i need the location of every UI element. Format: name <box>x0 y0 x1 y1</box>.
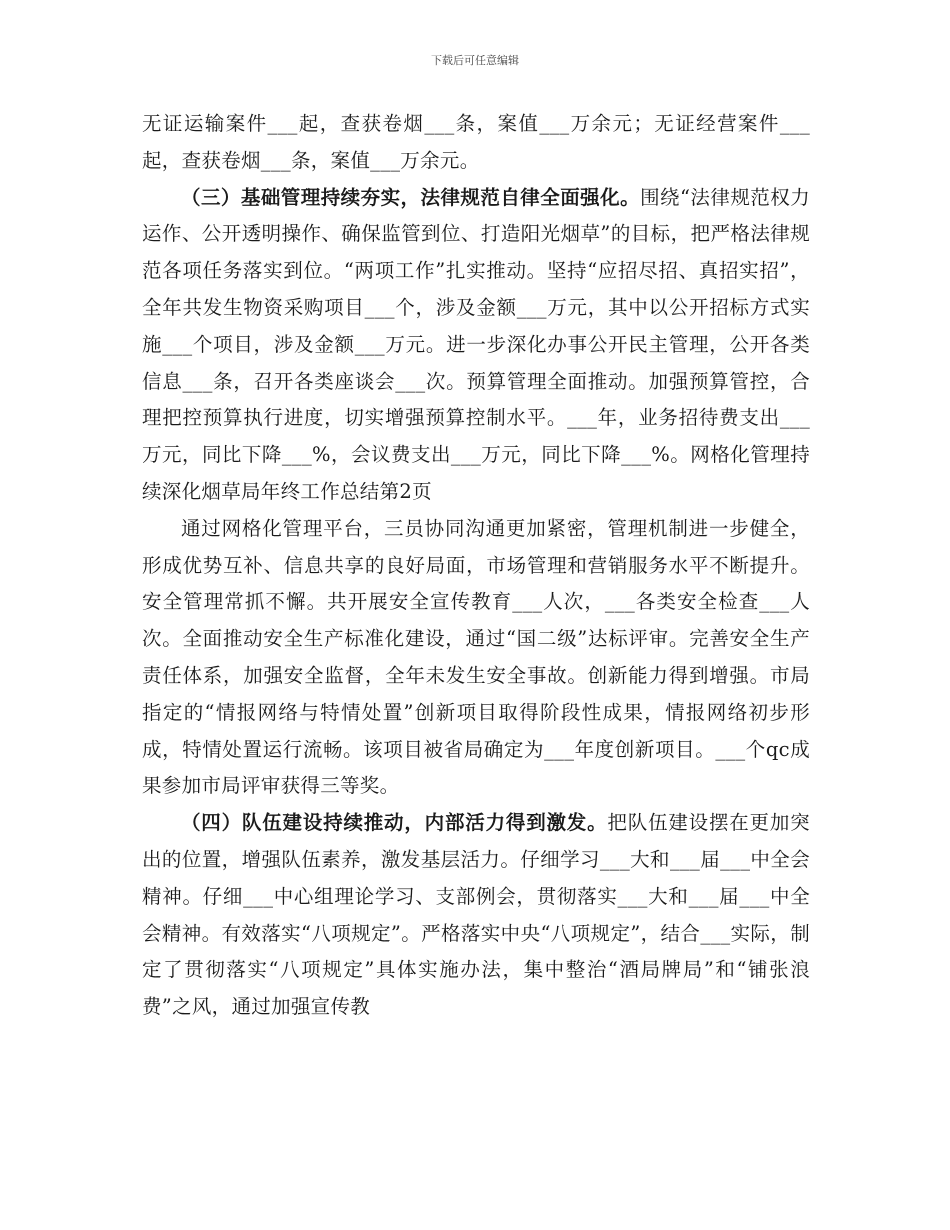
section-heading-3: （三）基础管理持续夯实，法律规范自律全面强化。 <box>181 185 641 209</box>
page-header: 下载后可任意编辑 <box>431 54 519 67</box>
paragraph-text: 通过网格化管理平台，三员协同沟通更加紧密，管理机制进一步健全，形成优势互补、信息共享的良好局面，市场管理和营销服务水平不断提升。安全管理常抓不懈。共开展安全宣传教育___人次，___各类安全检查___人次。全面推动安全生产标准化建设，通过“国二级”达标评审。完善安全生产责任体系，加强安全监督，全年未发生安全事故。创新能力得到增强。市局指定的“情报网络与特情处置”创新项目取得阶段性成果，情报网络初步形成，特情处置运行流畅。该项目被省局确定为___年度创新项目。___个qc成果参加市局评审获得三等奖。 <box>142 516 810 798</box>
document-body <box>142 106 810 1026</box>
paragraph-3 <box>142 511 810 805</box>
paragraph-1 <box>142 106 810 180</box>
paragraph-text: 围绕“法律规范权力运作、公开透明操作、确保监管到位、打造阳光烟草”的目标，把严格法律规范各项任务落实到位。“两项工作”扎实推动。坚持“应招尽招、真招实招”，全年共发生物资采购项目___个，涉及金额___万元，其中以公开招标方式实施___个项目，涉及金额___万元。进一步深化办事公开民主管理，公开各类信息___条，召开各类座谈会___次。预算管理全面推动。加强预算管控，合理把控预算执行进度，切实增强预算控制水平。___年，业务招待费支出___万元，同比下降___%，会议费支出___万元，同比下降___%。网格化管理持续深化烟草局年终工作总结第2页 <box>142 185 811 503</box>
paragraph-text: 无证运输案件___起，查获卷烟___条，案值___万余元；无证经营案件___起，查获卷烟___条，案值___万余元。 <box>142 112 810 172</box>
paragraph-text: 把队伍建设摆在更加突出的位置，增强队伍素养，激发基层活力。仔细学习___大和___届___中全会精神。仔细___中心组理论学习、支部例会，贯彻落实___大和___届___中全会精神。有效落实“八项规定”。严格落实中央“八项规定”，结合___实际，制定了贯彻落实“八项规定”具体实施办法，集中整治“酒局牌局”和“铺张浪费”之风，通过加强宣传教 <box>142 811 810 1019</box>
paragraph-2 <box>142 180 810 511</box>
section-heading-4: （四）队伍建设持续推动，内部活力得到激发。 <box>181 811 608 835</box>
paragraph-4 <box>142 805 810 1026</box>
